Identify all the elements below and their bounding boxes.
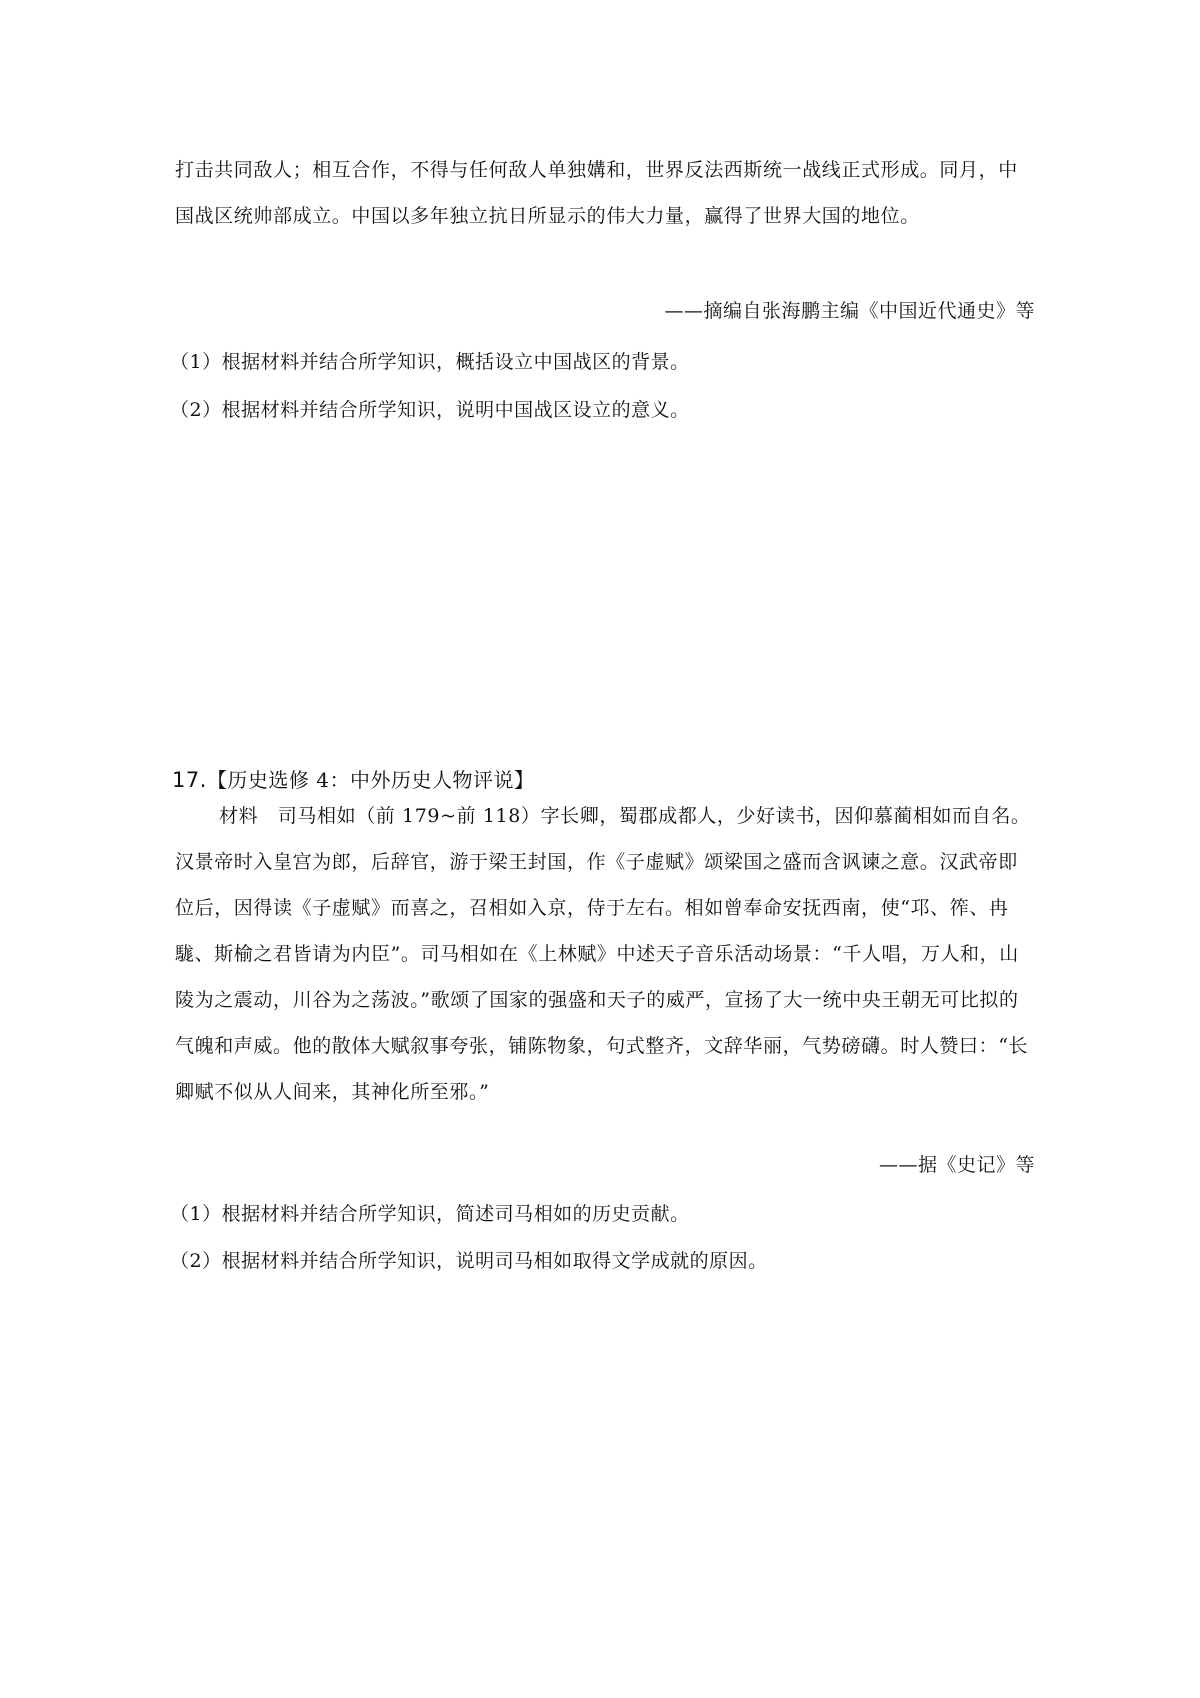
question-title: 【历史选修 4：中外历史人物评说】	[206, 768, 535, 792]
question-number: 17.	[172, 768, 207, 792]
prev-question-2: （2）根据材料并结合所学知识，说明中国战区设立的意义。	[170, 399, 690, 421]
question-17-material-paragraph: 材料 司马相如（前 179~前 118）字长卿，蜀郡成都人，少好读书，因仰慕蔺相如而自名。汉景帝时入皇宫为郎，后辞官，游于梁王封国，作《子虚赋》颂梁国之盛而含讽谏之意。汉武帝即位后，因得读《子虚赋》而喜之，召相如入京，侍于左右。相如曾奉命安抚西南，使“邛、筰、冉駹、斯榆之君皆请为内臣”。司马相如在《上林赋》中述天子音乐活动场景：“千人唱，万人和，山陵为之震动，川谷为之荡波。”歌颂了国家的强盛和天子的威严，宣扬了大一统中央王朝无可比拟的气魄和声威。他的散体大赋叙事夸张，铺陈物象，句式整齐，文辞华丽，气势磅礴。时人赞曰：“长卿赋不似从人间来，其神化所至邪。”	[175, 805, 1031, 1103]
prev-material-block	[175, 147, 1035, 239]
question-17-material-block	[175, 793, 1035, 1115]
question-17-heading	[172, 765, 535, 795]
prev-material-source: ——摘编自张海鹏主编《中国近代通史》等	[664, 300, 1035, 322]
prev-question-1: （1）根据材料并结合所学知识，概括设立中国战区的背景。	[170, 351, 690, 373]
prev-material-paragraph: 打击共同敌人；相互合作，不得与任何敌人单独媾和，世界反法西斯统一战线正式形成。同月，中国战区统帅部成立。中国以多年独立抗日所显示的伟大力量，赢得了世界大国的地位。	[175, 159, 1018, 227]
question-17-part-2: （2）根据材料并结合所学知识，说明司马相如取得文学成就的原因。	[170, 1250, 768, 1272]
question-17-part-1: （1）根据材料并结合所学知识，简述司马相如的历史贡献。	[170, 1203, 690, 1225]
question-17-source: ——据《史记》等	[878, 1154, 1035, 1176]
